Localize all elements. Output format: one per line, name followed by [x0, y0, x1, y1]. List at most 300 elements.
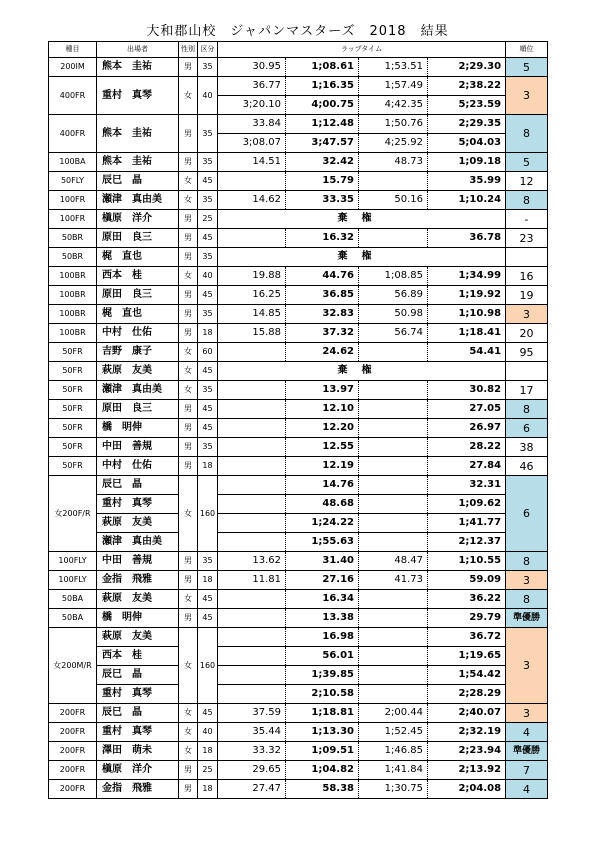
lap-time-2: 3;47.57 — [286, 134, 359, 153]
lap-time-3 — [359, 229, 428, 248]
rank-cell: 46 — [506, 457, 548, 476]
gender-cell: 女 — [179, 590, 198, 609]
event-cell: 100BA — [49, 153, 97, 172]
table-row — [49, 77, 548, 96]
swimmer-name: 西本 桂 — [97, 647, 179, 666]
event-cell: 50FR — [49, 438, 97, 457]
lap-time-2: 13.38 — [286, 609, 359, 628]
swimmer-name: 金指 飛雅 — [97, 571, 179, 590]
lap-time-4: 2;13.92 — [428, 761, 506, 780]
swimmer-name: 梶 直也 — [97, 248, 179, 267]
lap-time-4: 2;32.19 — [428, 723, 506, 742]
swimmer-name: 瀬津 真由美 — [97, 533, 179, 552]
lap-time-3: 50.16 — [359, 191, 428, 210]
lap-time-2: 16.34 — [286, 590, 359, 609]
gender-cell: 女 — [179, 267, 198, 286]
lap-time-4: 2;28.29 — [428, 685, 506, 704]
lap-time-3: 50.98 — [359, 305, 428, 324]
rank-cell: 8 — [506, 552, 548, 571]
lap-time-1 — [218, 419, 286, 438]
lap-time-3: 1;46.85 — [359, 742, 428, 761]
lap-time-1 — [218, 628, 286, 647]
swimmer-name: 辰巳 晶 — [97, 704, 179, 723]
lap-time-2: 37.32 — [286, 324, 359, 343]
lap-time-4: 36.22 — [428, 590, 506, 609]
gender-cell: 男 — [179, 552, 198, 571]
gender-cell: 男 — [179, 210, 198, 229]
gender-cell: 男 — [179, 286, 198, 305]
age-class-cell: 18 — [198, 780, 218, 799]
lap-time-4: 35.99 — [428, 172, 506, 191]
table-row — [49, 419, 548, 438]
age-class-cell: 35 — [198, 115, 218, 153]
lap-time-2: 27.16 — [286, 571, 359, 590]
swimmer-name: 瀬津 真由美 — [97, 381, 179, 400]
lap-time-4: 1;09.18 — [428, 153, 506, 172]
lap-time-2: 1;09.51 — [286, 742, 359, 761]
lap-time-4: 1;18.41 — [428, 324, 506, 343]
lap-time-4: 32.31 — [428, 476, 506, 495]
gender-cell: 男 — [179, 571, 198, 590]
gender-cell: 男 — [179, 58, 198, 77]
lap-time-1 — [218, 685, 286, 704]
lap-time-4: 1;10.24 — [428, 191, 506, 210]
lap-time-2: 1;39.85 — [286, 666, 359, 685]
lap-time-1: 35.44 — [218, 723, 286, 742]
swimmer-name: 吉野 康子 — [97, 343, 179, 362]
lap-time-1: 37.59 — [218, 704, 286, 723]
swimmer-name: 中村 仕佑 — [97, 324, 179, 343]
event-cell: 200FR — [49, 704, 97, 723]
event-cell: 50FR — [49, 381, 97, 400]
lap-time-3: 48.73 — [359, 153, 428, 172]
header-lap: ラップタイム — [218, 42, 506, 58]
event-cell: 50BR — [49, 229, 97, 248]
lap-time-4: 5;23.59 — [428, 96, 506, 115]
lap-time-1 — [218, 666, 286, 685]
lap-time-3: 1;57.49 — [359, 77, 428, 96]
table-row — [49, 457, 548, 476]
age-class-cell: 60 — [198, 343, 218, 362]
lap-time-2: 12.10 — [286, 400, 359, 419]
lap-time-1 — [218, 609, 286, 628]
event-cell: 女200F/R — [49, 476, 97, 552]
swimmer-name: 橋 明伸 — [97, 419, 179, 438]
lap-time-4: 1;19.65 — [428, 647, 506, 666]
lap-time-4: 1;09.62 — [428, 495, 506, 514]
lap-time-3: 4;42.35 — [359, 96, 428, 115]
lap-time-3: 1;08.85 — [359, 267, 428, 286]
table-row — [49, 780, 548, 799]
lap-time-1 — [218, 438, 286, 457]
lap-time-4: 5;04.03 — [428, 134, 506, 153]
gender-cell: 男 — [179, 457, 198, 476]
age-class-cell: 35 — [198, 305, 218, 324]
rank-cell: 6 — [506, 419, 548, 438]
lap-time-2: 31.40 — [286, 552, 359, 571]
lap-time-1 — [218, 457, 286, 476]
rank-cell: 3 — [506, 704, 548, 723]
table-row — [49, 476, 548, 495]
rank-cell: - — [506, 210, 548, 229]
rank-cell: 8 — [506, 191, 548, 210]
lap-time-1: 36.77 — [218, 77, 286, 96]
swimmer-name: 金指 飛雅 — [97, 780, 179, 799]
event-cell: 100BR — [49, 324, 97, 343]
age-class-cell: 25 — [198, 761, 218, 780]
rank-cell — [506, 248, 548, 267]
lap-time-2: 1;18.81 — [286, 704, 359, 723]
lap-time-1 — [218, 381, 286, 400]
lap-time-4: 2;38.22 — [428, 77, 506, 96]
table-row — [49, 609, 548, 628]
lap-time-3 — [359, 666, 428, 685]
lap-time-1 — [218, 590, 286, 609]
lap-time-2: 16.32 — [286, 229, 359, 248]
table-row — [49, 704, 548, 723]
lap-time-3: 56.89 — [359, 286, 428, 305]
lap-time-1 — [218, 495, 286, 514]
results-table — [48, 41, 548, 799]
event-cell: 50FLY — [49, 172, 97, 191]
lap-time-1 — [218, 533, 286, 552]
lap-time-1 — [218, 514, 286, 533]
lap-time-3 — [359, 590, 428, 609]
rank-cell: 4 — [506, 780, 548, 799]
table-row — [49, 400, 548, 419]
lap-time-3: 1;52.45 — [359, 723, 428, 742]
swimmer-name: 槇原 洋介 — [97, 210, 179, 229]
age-class-cell: 35 — [198, 381, 218, 400]
event-cell: 50BR — [49, 248, 97, 267]
age-class-cell: 25 — [198, 210, 218, 229]
age-class-cell: 160 — [198, 476, 218, 552]
event-cell: 50FR — [49, 362, 97, 381]
lap-time-3 — [359, 514, 428, 533]
gender-cell: 女 — [179, 742, 198, 761]
status-cell: 棄権 — [218, 362, 506, 381]
lap-time-3: 1;30.75 — [359, 780, 428, 799]
table-row — [49, 495, 548, 514]
age-class-cell: 45 — [198, 229, 218, 248]
lap-time-4: 2;23.94 — [428, 742, 506, 761]
table-row — [49, 647, 548, 666]
table-row — [49, 324, 548, 343]
swimmer-name: 中田 善規 — [97, 438, 179, 457]
swimmer-name: 槇原 洋介 — [97, 761, 179, 780]
event-cell: 200FR — [49, 761, 97, 780]
header-name: 出場者 — [97, 42, 179, 58]
event-cell: 50FR — [49, 419, 97, 438]
rank-cell: 16 — [506, 267, 548, 286]
event-cell: 100FLY — [49, 552, 97, 571]
lap-time-1 — [218, 343, 286, 362]
rank-cell: 3 — [506, 305, 548, 324]
lap-time-3 — [359, 685, 428, 704]
lap-time-4: 27.84 — [428, 457, 506, 476]
swimmer-name: 西本 桂 — [97, 267, 179, 286]
event-cell: 200FR — [49, 723, 97, 742]
table-row — [49, 685, 548, 704]
lap-time-1: 27.47 — [218, 780, 286, 799]
event-cell: 200IM — [49, 58, 97, 77]
rank-cell: 3 — [506, 77, 548, 115]
lap-time-3: 48.47 — [359, 552, 428, 571]
gender-cell: 女 — [179, 704, 198, 723]
lap-time-1: 15.88 — [218, 324, 286, 343]
lap-time-2: 12.55 — [286, 438, 359, 457]
swimmer-name: 辰巳 晶 — [97, 476, 179, 495]
lap-time-3: 4;25.92 — [359, 134, 428, 153]
lap-time-2: 33.35 — [286, 191, 359, 210]
lap-time-2: 48.68 — [286, 495, 359, 514]
gender-cell: 男 — [179, 438, 198, 457]
event-cell: 200FR — [49, 780, 97, 799]
table-row — [49, 571, 548, 590]
header-gender: 性別 — [179, 42, 198, 58]
swimmer-name: 梶 直也 — [97, 305, 179, 324]
lap-time-2: 58.38 — [286, 780, 359, 799]
lap-time-1 — [218, 172, 286, 191]
rank-cell: 4 — [506, 723, 548, 742]
rank-cell — [506, 362, 548, 381]
lap-time-2: 14.76 — [286, 476, 359, 495]
page-title: 大和郡山校 ジャパンマスターズ 2018 結果 — [146, 24, 449, 39]
age-class-cell: 45 — [198, 362, 218, 381]
event-cell: 100BR — [49, 267, 97, 286]
rank-cell: 12 — [506, 172, 548, 191]
event-cell: 50FR — [49, 457, 97, 476]
rank-cell: 38 — [506, 438, 548, 457]
swimmer-name: 原田 良三 — [97, 229, 179, 248]
gender-cell: 男 — [179, 419, 198, 438]
lap-time-4: 28.22 — [428, 438, 506, 457]
swimmer-name: 辰巳 晶 — [97, 172, 179, 191]
table-row — [49, 191, 548, 210]
swimmer-name: 萩原 友美 — [97, 362, 179, 381]
lap-time-1: 19.88 — [218, 267, 286, 286]
header-row — [49, 42, 548, 58]
swimmer-name: 熊本 圭祐 — [97, 58, 179, 77]
age-class-cell: 35 — [198, 248, 218, 267]
rank-cell: 8 — [506, 400, 548, 419]
swimmer-name: 辰巳 晶 — [97, 666, 179, 685]
table-row — [49, 267, 548, 286]
gender-cell: 女 — [179, 172, 198, 191]
table-row — [49, 229, 548, 248]
lap-time-1: 14.62 — [218, 191, 286, 210]
lap-time-1: 14.85 — [218, 305, 286, 324]
gender-cell: 女 — [179, 381, 198, 400]
age-class-cell: 45 — [198, 704, 218, 723]
lap-time-2: 12.20 — [286, 419, 359, 438]
lap-time-4: 1;34.99 — [428, 267, 506, 286]
swimmer-name: 原田 良三 — [97, 286, 179, 305]
rank-cell: 3 — [506, 628, 548, 704]
lap-time-2: 56.01 — [286, 647, 359, 666]
age-class-cell: 45 — [198, 400, 218, 419]
table-row — [49, 723, 548, 742]
age-class-cell: 35 — [198, 191, 218, 210]
lap-time-4: 36.72 — [428, 628, 506, 647]
lap-time-3 — [359, 628, 428, 647]
gender-cell: 男 — [179, 780, 198, 799]
lap-time-2: 1;55.63 — [286, 533, 359, 552]
lap-time-3 — [359, 343, 428, 362]
lap-time-3 — [359, 172, 428, 191]
event-cell: 50BA — [49, 590, 97, 609]
swimmer-name: 中田 善規 — [97, 552, 179, 571]
lap-time-2: 1;13.30 — [286, 723, 359, 742]
gender-cell: 男 — [179, 248, 198, 267]
age-class-cell: 18 — [198, 571, 218, 590]
lap-time-2: 1;04.82 — [286, 761, 359, 780]
lap-time-2: 15.79 — [286, 172, 359, 191]
lap-time-4: 26.97 — [428, 419, 506, 438]
age-class-cell: 45 — [198, 590, 218, 609]
lap-time-1 — [218, 647, 286, 666]
age-class-cell: 18 — [198, 742, 218, 761]
gender-cell: 女 — [179, 343, 198, 362]
lap-time-4: 36.78 — [428, 229, 506, 248]
swimmer-name: 澤田 萌未 — [97, 742, 179, 761]
event-cell: 100BR — [49, 286, 97, 305]
age-class-cell: 18 — [198, 457, 218, 476]
rank-cell: 8 — [506, 115, 548, 153]
rank-cell: 6 — [506, 476, 548, 552]
table-row — [49, 58, 548, 77]
lap-time-2: 36.85 — [286, 286, 359, 305]
gender-cell: 女 — [179, 723, 198, 742]
lap-time-3 — [359, 457, 428, 476]
table-row — [49, 533, 548, 552]
lap-time-2: 4;00.75 — [286, 96, 359, 115]
lap-time-2: 1;12.48 — [286, 115, 359, 134]
lap-time-3 — [359, 495, 428, 514]
age-class-cell: 35 — [198, 438, 218, 457]
header-age: 区分 — [198, 42, 218, 58]
gender-cell: 男 — [179, 324, 198, 343]
lap-time-3: 1;50.76 — [359, 115, 428, 134]
table-row — [49, 761, 548, 780]
event-cell: 200FR — [49, 742, 97, 761]
lap-time-3: 1;53.51 — [359, 58, 428, 77]
table-row — [49, 381, 548, 400]
lap-time-1: 11.81 — [218, 571, 286, 590]
gender-cell: 男 — [179, 400, 198, 419]
event-cell: 50FR — [49, 343, 97, 362]
rank-cell: 23 — [506, 229, 548, 248]
rank-cell: 準優勝 — [506, 609, 548, 628]
swimmer-name: 重村 真琴 — [97, 723, 179, 742]
lap-time-4: 2;29.30 — [428, 58, 506, 77]
lap-time-3 — [359, 533, 428, 552]
lap-time-4: 59.09 — [428, 571, 506, 590]
lap-time-4: 1;10.55 — [428, 552, 506, 571]
gender-cell: 男 — [179, 609, 198, 628]
age-class-cell: 18 — [198, 324, 218, 343]
lap-time-4: 2;04.08 — [428, 780, 506, 799]
lap-time-2: 13.97 — [286, 381, 359, 400]
lap-time-4: 1;54.42 — [428, 666, 506, 685]
table-row — [49, 210, 548, 229]
lap-time-1: 33.84 — [218, 115, 286, 134]
age-class-cell: 35 — [198, 552, 218, 571]
age-class-cell: 40 — [198, 77, 218, 115]
lap-time-2: 44.76 — [286, 267, 359, 286]
event-cell: 100FLY — [49, 571, 97, 590]
event-cell: 100FR — [49, 210, 97, 229]
lap-time-4: 2;12.37 — [428, 533, 506, 552]
lap-time-3 — [359, 438, 428, 457]
swimmer-name: 熊本 圭祐 — [97, 115, 179, 153]
lap-time-1: 16.25 — [218, 286, 286, 305]
table-row — [49, 742, 548, 761]
header-event: 種目 — [49, 42, 97, 58]
gender-cell: 男 — [179, 305, 198, 324]
status-cell: 棄権 — [218, 248, 506, 267]
age-class-cell: 45 — [198, 419, 218, 438]
swimmer-name: 萩原 友美 — [97, 590, 179, 609]
lap-time-3: 56.74 — [359, 324, 428, 343]
gender-cell: 男 — [179, 229, 198, 248]
table-row — [49, 666, 548, 685]
age-class-cell: 45 — [198, 609, 218, 628]
age-class-cell: 35 — [198, 58, 218, 77]
event-cell: 女200M/R — [49, 628, 97, 704]
lap-time-4: 29.79 — [428, 609, 506, 628]
lap-time-4: 54.41 — [428, 343, 506, 362]
lap-time-1: 33.32 — [218, 742, 286, 761]
lap-time-2: 1;08.61 — [286, 58, 359, 77]
swimmer-name: 原田 良三 — [97, 400, 179, 419]
event-cell: 50BA — [49, 609, 97, 628]
lap-time-3 — [359, 476, 428, 495]
swimmer-name: 重村 真琴 — [97, 77, 179, 115]
lap-time-1 — [218, 400, 286, 419]
rank-cell: 5 — [506, 58, 548, 77]
lap-time-1 — [218, 229, 286, 248]
age-class-cell: 40 — [198, 267, 218, 286]
gender-cell: 女 — [179, 191, 198, 210]
lap-time-1 — [218, 476, 286, 495]
lap-time-3 — [359, 647, 428, 666]
lap-time-1: 3;08.07 — [218, 134, 286, 153]
rank-cell: 5 — [506, 153, 548, 172]
status-cell: 棄権 — [218, 210, 506, 229]
header-rank: 順位 — [506, 42, 548, 58]
table-row — [49, 628, 548, 647]
rank-cell: 17 — [506, 381, 548, 400]
swimmer-name: 萩原 友美 — [97, 514, 179, 533]
lap-time-3 — [359, 609, 428, 628]
table-row — [49, 286, 548, 305]
swimmer-name: 中村 仕佑 — [97, 457, 179, 476]
lap-time-4: 30.82 — [428, 381, 506, 400]
age-class-cell: 40 — [198, 723, 218, 742]
lap-time-2: 1;16.35 — [286, 77, 359, 96]
table-row — [49, 438, 548, 457]
lap-time-1: 30.95 — [218, 58, 286, 77]
event-cell: 400FR — [49, 115, 97, 153]
gender-cell: 男 — [179, 115, 198, 153]
event-cell: 100FR — [49, 191, 97, 210]
gender-cell: 男 — [179, 153, 198, 172]
lap-time-2: 32.42 — [286, 153, 359, 172]
swimmer-name: 重村 真琴 — [97, 495, 179, 514]
event-cell: 50FR — [49, 400, 97, 419]
lap-time-1: 29.65 — [218, 761, 286, 780]
